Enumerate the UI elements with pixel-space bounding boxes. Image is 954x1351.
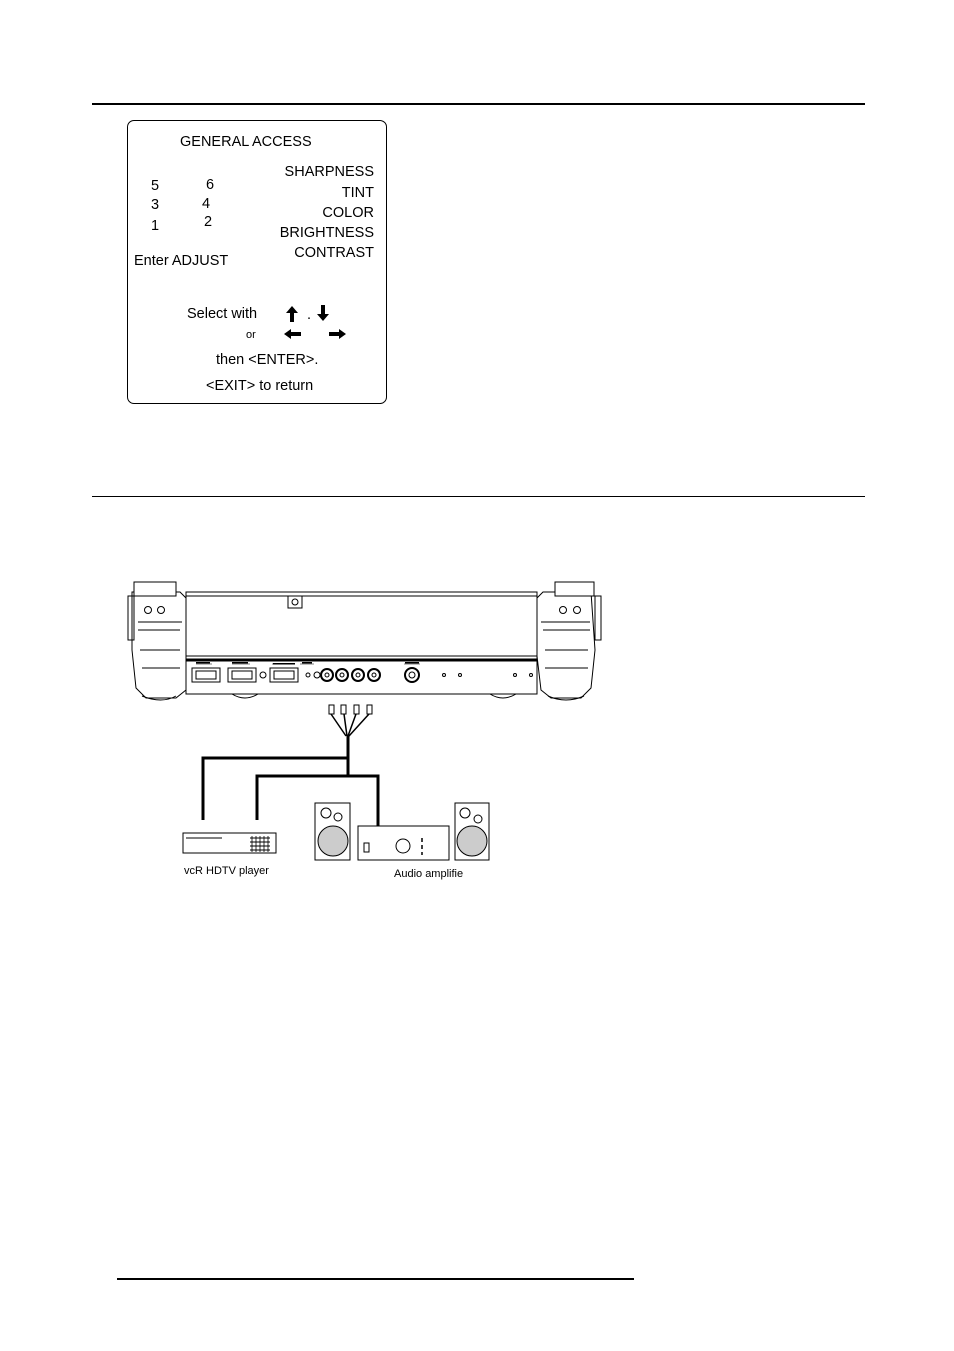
menu-number-3: 3 bbox=[151, 197, 160, 213]
menu-number-5: 5 bbox=[151, 178, 160, 194]
menu-title: GENERAL ACCESS bbox=[180, 134, 312, 150]
menu-item-brightness: BRIGHTNESS bbox=[279, 225, 374, 241]
arrow-separator: . bbox=[307, 307, 312, 323]
exit-return-label: <EXIT> to return bbox=[206, 378, 314, 394]
speaker-left bbox=[315, 803, 350, 860]
menu-item-tint: TINT bbox=[341, 185, 374, 201]
speaker-right bbox=[455, 803, 489, 860]
enter-adjust-label: Enter ADJUST bbox=[134, 253, 229, 269]
menu-item-sharpness: SHARPNESS bbox=[284, 164, 374, 180]
projector-rear bbox=[128, 582, 601, 700]
amp-label: Audio amplifie bbox=[394, 868, 464, 880]
menu-item-contrast: CONTRAST bbox=[294, 245, 374, 261]
menu-number-6: 6 bbox=[206, 177, 215, 193]
menu-number-2: 2 bbox=[204, 214, 213, 230]
select-with-label: Select with bbox=[187, 306, 258, 322]
or-label: or bbox=[246, 329, 256, 341]
footer-rule bbox=[117, 1278, 634, 1280]
menu-item-color: COLOR bbox=[322, 205, 374, 221]
vcr-hdtv-player bbox=[183, 833, 276, 853]
audio-amplifier bbox=[358, 826, 449, 860]
rca-cable bbox=[203, 705, 378, 826]
menu-number-4: 4 bbox=[202, 196, 211, 212]
vcr-label: vcR HDTV player bbox=[184, 865, 269, 877]
menu-number-1: 1 bbox=[151, 218, 160, 234]
then-enter-label: then <ENTER>. bbox=[216, 352, 319, 368]
